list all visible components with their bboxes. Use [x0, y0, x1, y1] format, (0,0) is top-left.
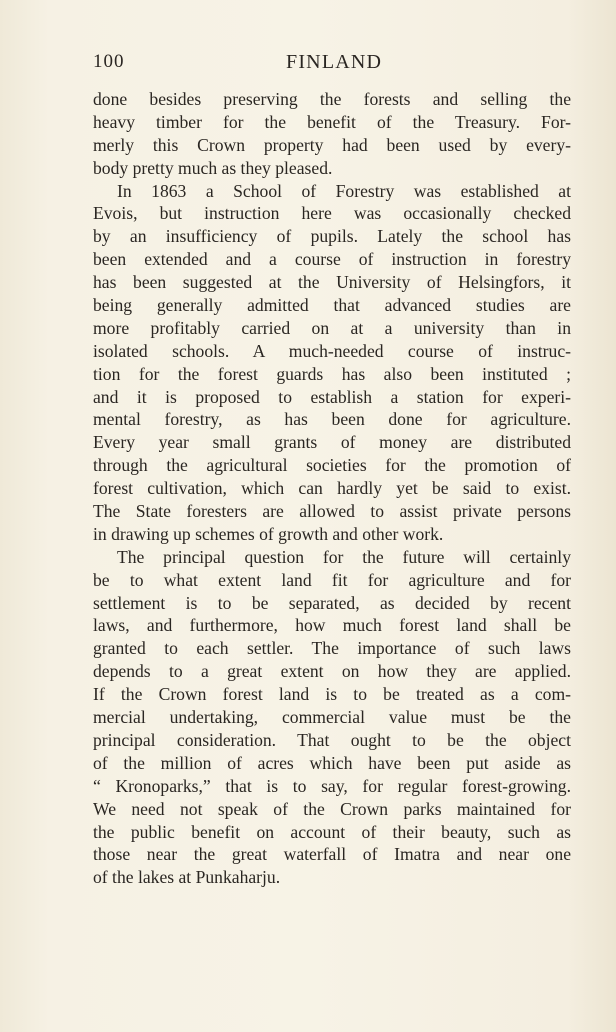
text-line: of the million of acres which have been put aside as [93, 752, 571, 773]
text-line: has been suggested at the University of Helsingfors, it [93, 272, 571, 293]
text-line: been extended and a course of instruction in forestry [93, 249, 571, 270]
body-text [93, 88, 571, 889]
text-line: If the Crown forest land is to be treated as a com- [93, 684, 571, 705]
text-line: body pretty much as they pleased. [93, 157, 333, 178]
text-line: The State foresters are allowed to assist private persons [93, 501, 571, 522]
text-line: through the agricultural societies for the promotion of [93, 455, 571, 476]
text-line: isolated schools. A much-needed course of instruc- [93, 340, 571, 361]
text-line: We need not speak of the Crown parks maintained for [93, 798, 571, 819]
text-line: tion for the forest guards has also been instituted ; [93, 363, 571, 384]
text-line: settlement is to be separated, as decided by recent [93, 592, 571, 613]
text-line: depends to a great extent on how they are applied. [93, 661, 571, 682]
paragraph-2 [93, 180, 571, 546]
text-line: forest cultivation, which can hardly yet be said to exist. [93, 478, 571, 499]
text-line: Evois, but instruction here was occasionally checked [93, 203, 571, 224]
text-line: in drawing up schemes of growth and other work. [93, 523, 444, 544]
page-number: 100 [93, 51, 125, 72]
text-line: merly this Crown property had been used by every- [93, 134, 571, 155]
text-line: heavy timber for the benefit of the Treasury. For- [93, 111, 571, 132]
text-line: more profitably carried on at a university than in [93, 317, 571, 338]
text-line: mental forestry, as has been done for agriculture. [93, 409, 571, 430]
text-line: mercial undertaking, commercial value must be the [93, 707, 571, 728]
text-line: and it is proposed to establish a station for experi- [93, 386, 571, 407]
text-line: “ Kronoparks,” that is to say, for regular forest-growing. [93, 775, 571, 796]
page-title: FINLAND [286, 51, 383, 73]
text-line: Every year small grants of money are distributed [93, 432, 571, 453]
text-line: of the lakes at Punkaharju. [93, 867, 281, 888]
text-line: The principal question for the future will certainly [117, 546, 571, 567]
paragraph-3 [93, 546, 571, 889]
text-line: the public benefit on account of their beauty, such as [93, 821, 571, 842]
text-line: those near the great waterfall of Imatra and near one [93, 844, 571, 865]
text-line: being generally admitted that advanced studies are [93, 295, 571, 316]
text-line: be to what extent land fit for agriculture and for [93, 569, 571, 590]
text-line: granted to each settler. The importance of such laws [93, 638, 571, 659]
text-line: In 1863 a School of Forestry was established at [117, 180, 571, 201]
text-line: by an insufficiency of pupils. Lately the school has [93, 226, 571, 247]
text-line: laws, and furthermore, how much forest land shall be [93, 615, 571, 636]
text-line: principal consideration. That ought to be the object [93, 729, 571, 750]
text-line: done besides preserving the forests and selling the [93, 89, 571, 109]
paragraph-1 [93, 88, 571, 180]
running-head [93, 51, 571, 79]
